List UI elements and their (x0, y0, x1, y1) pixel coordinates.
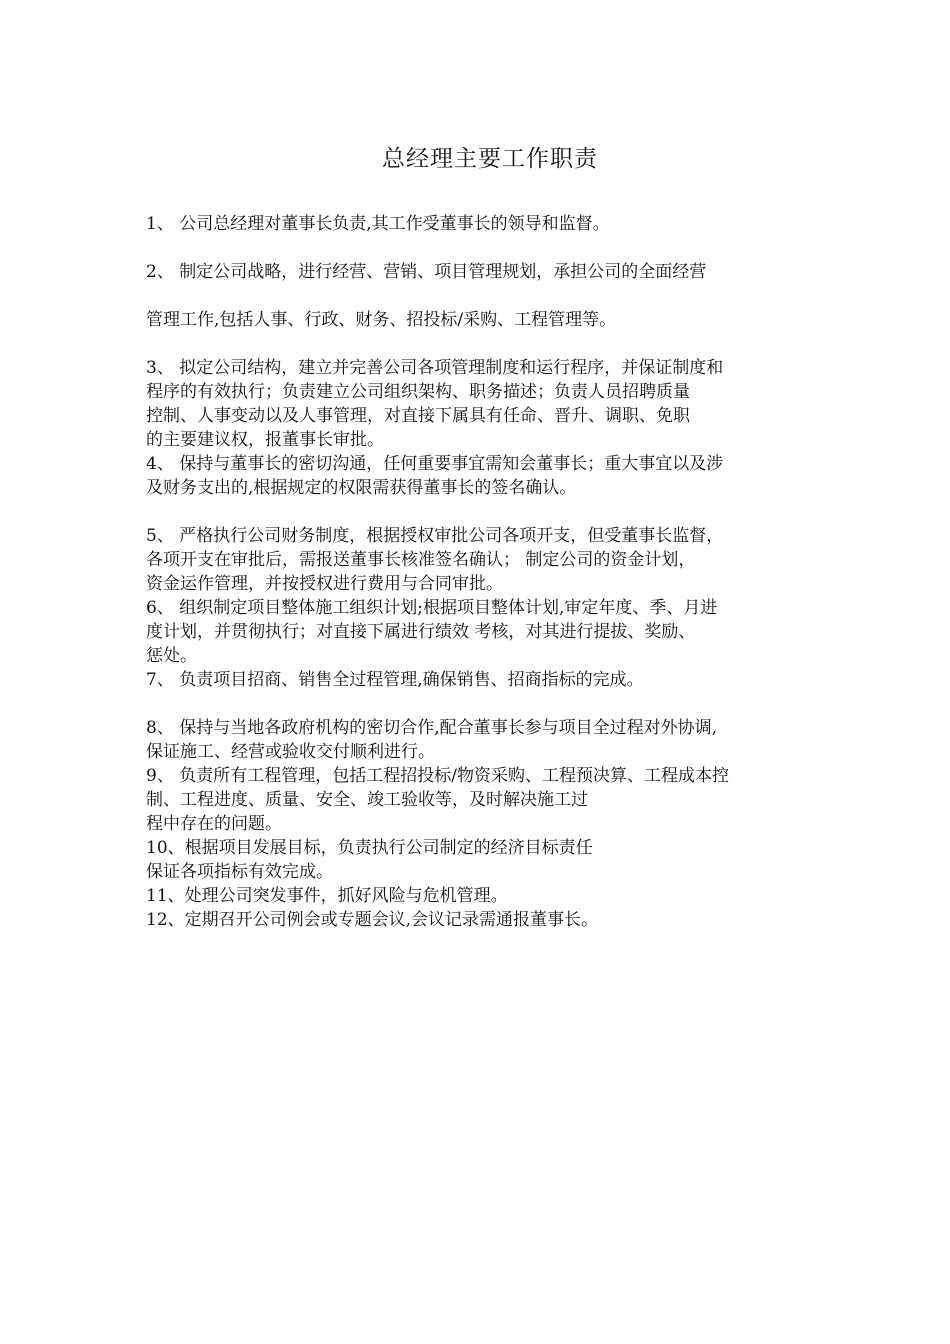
document-title: 总经理主要工作职责 (382, 146, 598, 172)
duty-5-line-1: 5、 严格执行公司财务制度，根据授权审批公司各项开支，但受董事长监督， (146, 526, 724, 546)
duty-5-line-2: 各项开支在审批后，需报送董事长核准签名确认； 制定公司的资金计划， (146, 550, 696, 570)
duty-6-line-1: 6、 组织制定项目整体施工组织计划;根据项目整体计划,审定年度、季、月进 (146, 598, 718, 618)
duty-11-line-1: 11、处理公司突发事件，抓好风险与危机管理。 (146, 886, 508, 906)
duty-6-line-3: 惩处。 (146, 646, 197, 666)
duty-4-line-1: 4、 保持与董事长的密切沟通，任何重要事宜需知会董事长；重大事宜以及涉 (146, 454, 724, 474)
duty-3-line-3: 控制、人事变动以及人事管理，对直接下属具有任命、晋升、调职、免职 (146, 406, 690, 426)
duty-8-line-2: 保证施工、经营或验收交付顺利进行。 (146, 742, 435, 762)
duty-1-line-1: 1、 公司总经理对董事长负责,其工作受董事长的领导和监督。 (146, 214, 610, 234)
duty-3-line-2: 程序的有效执行；负责建立公司组织架构、职务描述；负责人员招聘质量 (146, 382, 690, 402)
duty-9-line-1: 9、 负责所有工程管理，包括工程招投标/物资采购、工程预决算、工程成本控 (146, 766, 729, 786)
duty-9-line-3: 程中存在的问题。 (146, 814, 282, 834)
duty-7-line-1: 7、 负责项目招商、销售全过程管理,确保销售、招商指标的完成。 (146, 670, 644, 690)
duty-5-line-3: 资金运作管理，并按授权进行费用与合同审批。 (146, 574, 503, 594)
paragraph-gap (146, 332, 846, 356)
duty-4-line-2: 及财务支出的,根据规定的权限需获得董事长的签名确认。 (146, 478, 577, 498)
paragraph-gap (146, 236, 846, 260)
duty-10-line-1: 10、根据项目发展目标，负责执行公司制定的经济目标责任 (146, 838, 593, 858)
paragraph-gap (146, 284, 846, 308)
duty-9-line-2: 制、工程进度、质量、安全、竣工验收等，及时解决施工过 (146, 790, 588, 810)
paragraph-gap (146, 500, 846, 524)
duty-10-line-2: 保证各项指标有效完成。 (146, 862, 333, 882)
duty-2-line-1: 2、 制定公司战略，进行经营、营销、项目管理规划，承担公司的全面经营 (146, 262, 707, 282)
duty-2-line-2: 管理工作,包括人事、行政、财务、招投标/采购、工程管理等。 (146, 310, 617, 330)
document-body (146, 212, 846, 932)
duty-12-line-1: 12、定期召开公司例会或专题会议,会议记录需通报董事长。 (146, 910, 599, 930)
duty-3-line-1: 3、 拟定公司结构，建立并完善公司各项管理制度和运行程序，并保证制度和 (146, 358, 724, 378)
paragraph-gap (146, 692, 846, 716)
duty-8-line-1: 8、 保持与当地各政府机构的密切合作,配合董事长参与项目全过程对外协调, (146, 718, 718, 738)
duty-6-line-2: 度计划，并贯彻执行；对直接下属进行绩效 考核，对其进行提拔、奖励、 (146, 622, 696, 642)
duty-3-line-4: 的主要建议权，报董事长审批。 (146, 430, 384, 450)
